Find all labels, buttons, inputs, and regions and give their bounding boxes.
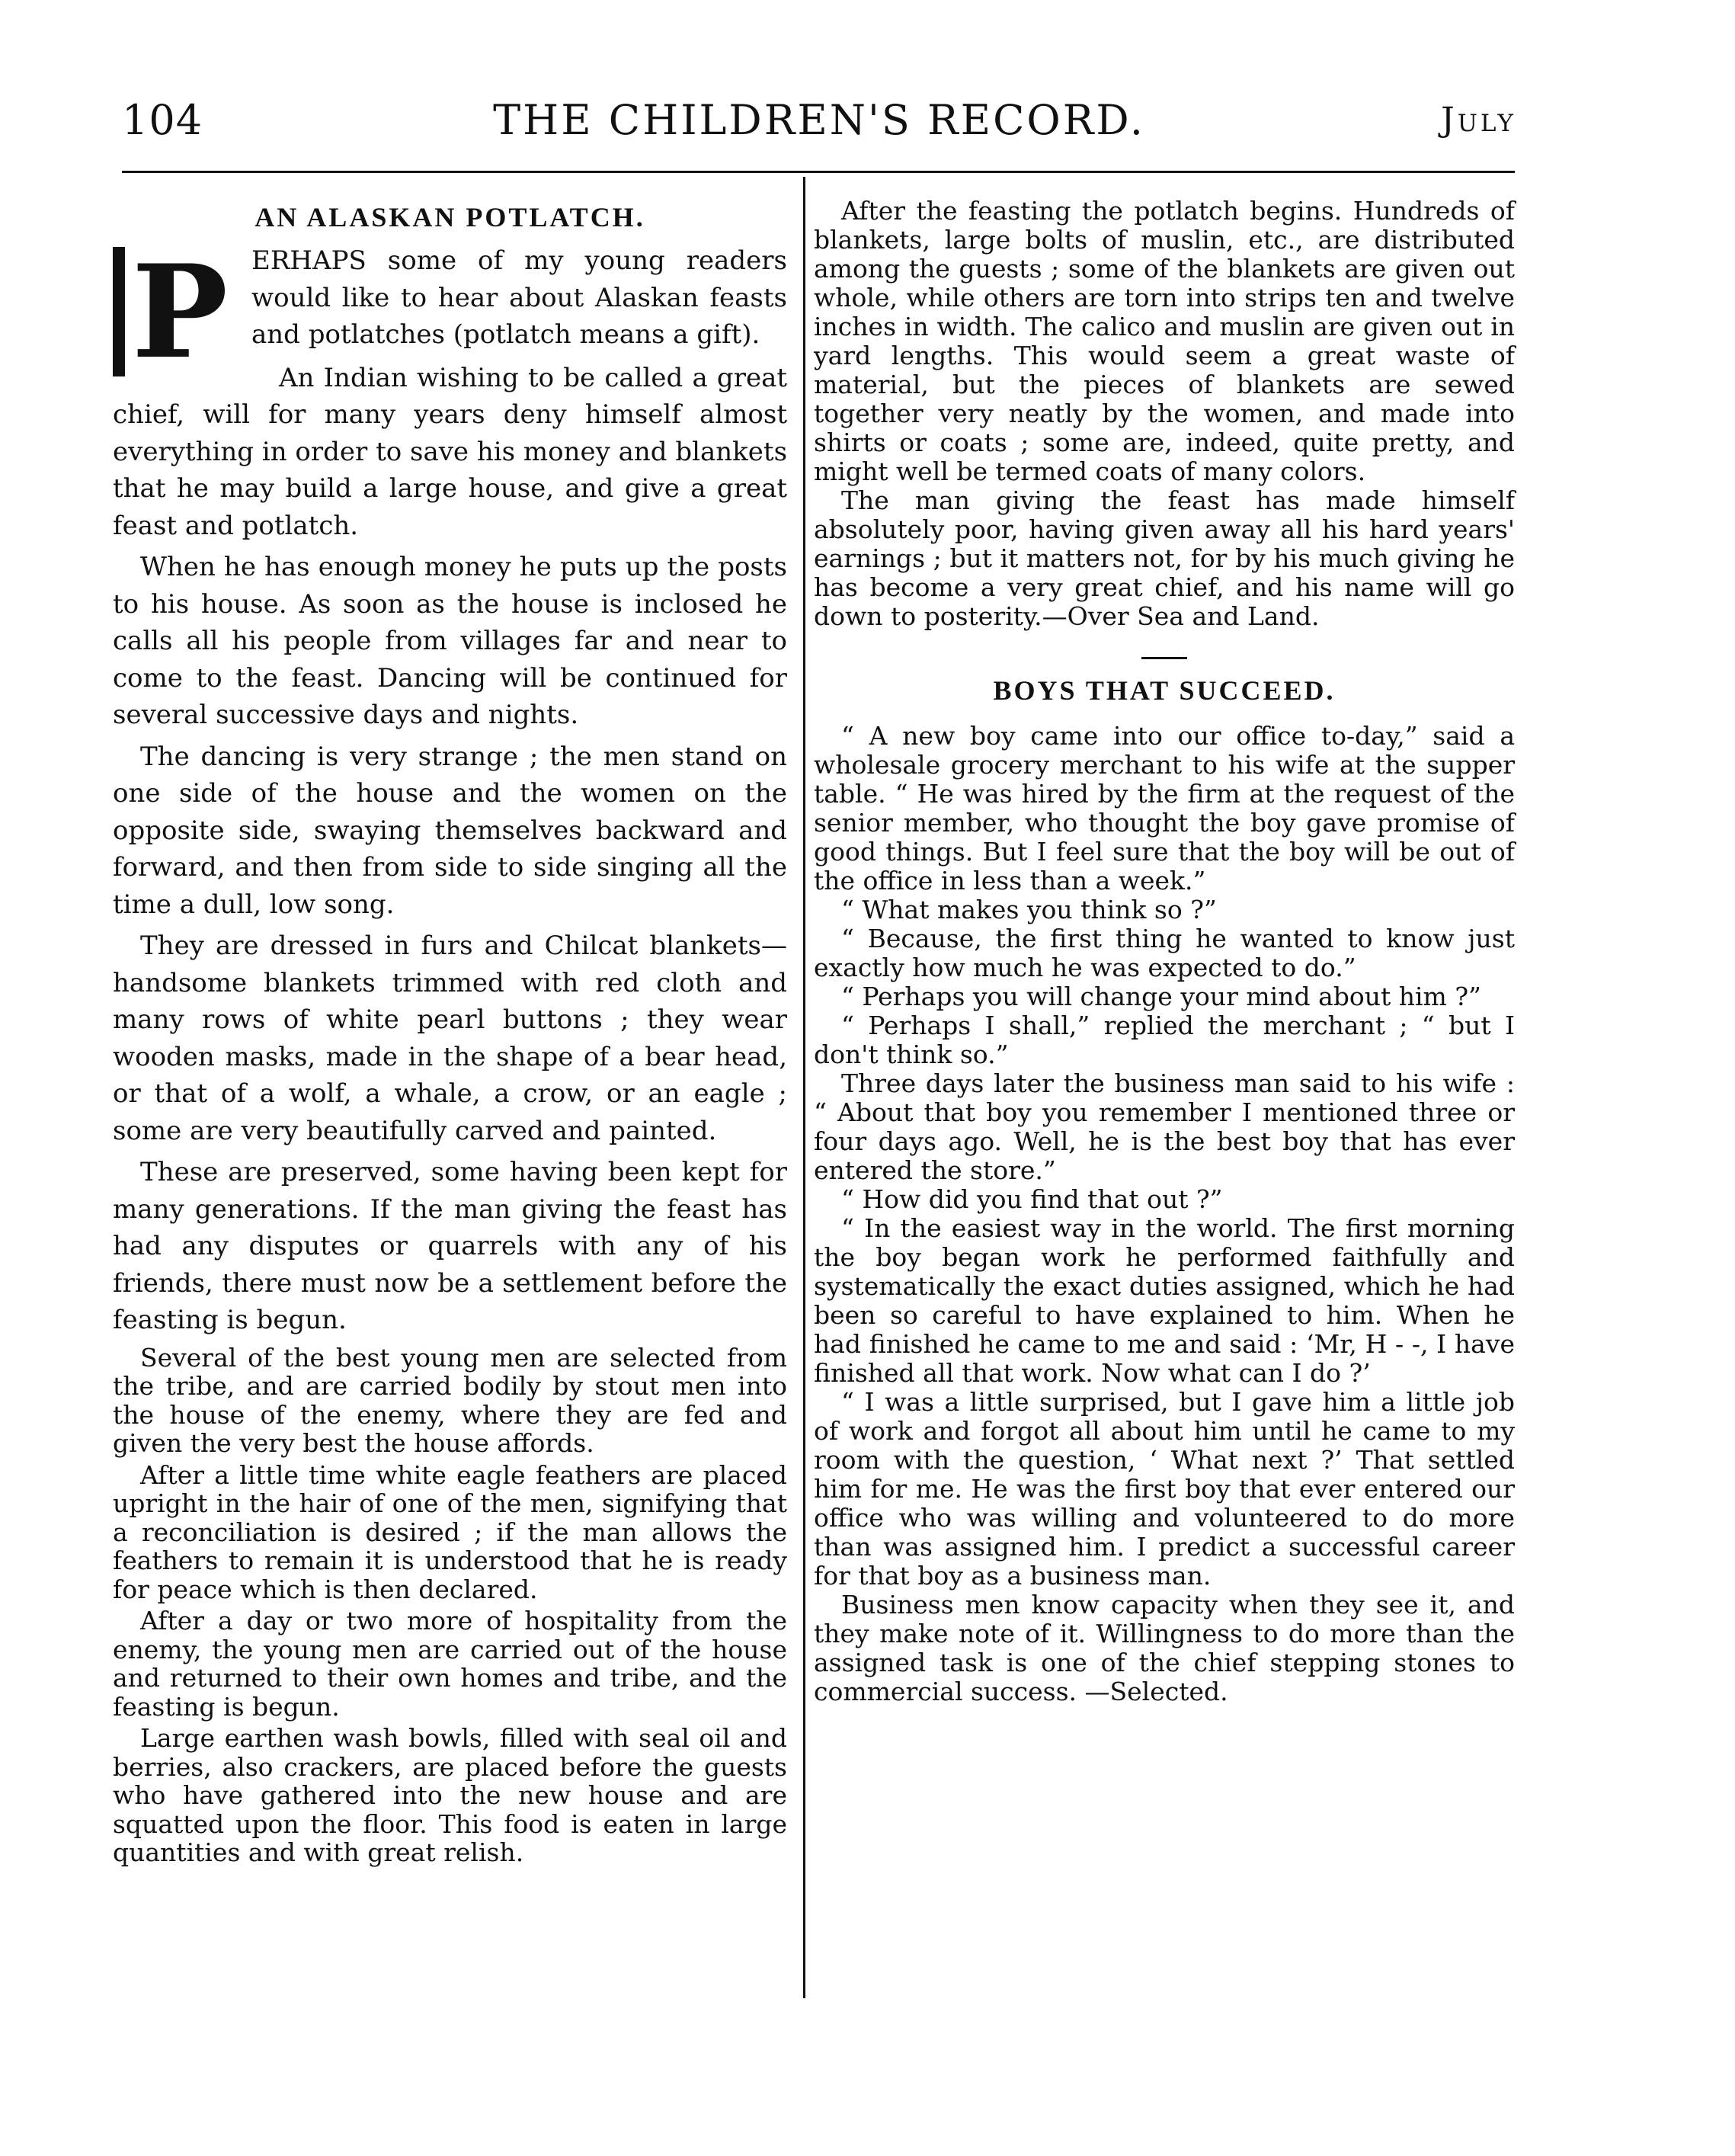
boys-paragraph: “ In the easiest way in the world. The first morning the boy began work he performed faithfully and systematically the exact duties assigned, which he had been so careful to have explained to him. When he had finished he came to me and said : ‘Mr, H - -, I have finished all that work. Now what can I do ?’ [814, 1213, 1515, 1388]
article-title-potlatch: AN ALASKAN POTLATCH. [254, 202, 645, 232]
potlatch-paragraph: After a little time white eagle feathers are placed upright in the hair of one of the men, signifying that a reconciliation is desired ; if the man allows the feathers to remain it is understood that he is ready for peace which is then declared. [113, 1459, 787, 1604]
right-column [814, 197, 1515, 1706]
issue-month: July [1441, 101, 1516, 139]
potlatch-paragraph: These are preserved, some having been kept for many generations. If the man giving the feast has had any disputes or quarrels with any of his friends, there must now be a settlement before the feasting is begun. [113, 1157, 787, 1335]
potlatch-paragraph: Several of the best young men are selected from the tribe, and are carried bodily by stout men into the house of the enemy, where they are fed and given the very best the house affords. [113, 1342, 787, 1458]
left-column [113, 197, 787, 1870]
boys-paragraph: “ A new boy came into our office to-day,” said a wholesale grocery merchant to his wife at the supper table. “ He was hired by the firm at the request of the senior member, who thought the boy gave promise of good things. But I feel sure that the boy will be out of the office in less than a week.” [814, 721, 1515, 895]
potlatch-paragraph: An Indian wishing to be called a great chief, will for many years deny himself almost everything in order to save his money and blankets that he may build a large house, and give a great feast and potlatch. [113, 362, 788, 541]
boys-paragraph: “ Perhaps I shall,” replied the merchant ; “ but I don't think so.” [814, 1011, 1515, 1069]
potlatch-paragraph: They are dressed in furs and Chilcat blankets—handsome blankets trimmed with red cloth and many rows of white pearl buttons ; they wear wooden masks, made in the shape of a bear head, or that of a wolf, a whale, a crow, or an eagle ; some are very beautifully carved and painted. [113, 931, 787, 1146]
header-rule [122, 171, 1515, 173]
potlatch-continued-paragraph: After the feasting the potlatch begins. Hundreds of blankets, large bolts of muslin, etc., are distributed among the guests ; some of the blankets are given out whole, while others are torn into strips ten and twelve inches in width. The calico and muslin are given out in yard lengths. This would seem a great waste of material, but the pieces of blankets are sewed together very neatly by the women, and made into shirts or coats ; some are, indeed, quite pretty, and might well be termed coats of many colors. [814, 196, 1515, 486]
potlatch-paragraph: After a day or two more of hospitality from the enemy, the young men are carried out of the house and returned to their own homes and tribe, and the feasting is begun. [113, 1606, 787, 1722]
page-number: 104 [122, 96, 203, 144]
running-header [122, 96, 1516, 157]
boys-paragraph: “ How did you find that out ?” [841, 1184, 1223, 1214]
boys-paragraph: “ Perhaps you will change your mind about him ?” [841, 982, 1481, 1011]
potlatch-continued-paragraph: The man giving the feast has made himself absolutely poor, having given away all his hard years' earnings ; but it matters not, for by his much giving he has become a very great chief, and his name will go down to posterity.—Over Sea and Land. [814, 485, 1515, 631]
boys-paragraph: Business men know capacity when they see it, and they make note of it. Willingness to do more than the assigned task is one of the chief stepping stones to commercial success. —Selected. [814, 1590, 1515, 1706]
potlatch-paragraph: ERHAPS some of my young readers would like to hear about Alaskan feasts and potlatches (potlatch means a gift). [251, 245, 787, 350]
boys-paragraph: “ Because, the first thing he wanted to know just exactly how much he was expected to do.” [814, 924, 1515, 982]
potlatch-paragraph: The dancing is very strange ; the men stand on one side of the house and the women on the opposite side, swaying themselves backward and forward, and then from side to side singing all the time a dull, low song. [113, 741, 787, 920]
section-separator [1141, 657, 1187, 659]
column-divider [803, 177, 805, 1998]
potlatch-paragraph: Large earthen wash bowls, filled with seal oil and berries, also crackers, are placed before the guests who have gathered into the new house and are squatted upon the floor. This food is eaten in large quantities and with great relish. [113, 1723, 787, 1867]
potlatch-paragraph: When he has enough money he puts up the posts to his house. As soon as the house is inclosed he calls all his people from villages far and near to come to the feast. Dancing will be continued for several successive days and nights. [113, 552, 787, 730]
boys-paragraph: “ I was a little surprised, but I gave him a little job of work and forgot all about him until he came to my room with the question, ‘ What next ?’ That settled him for me. He was the first boy that ever entered our office who was willing and volunteered to do more than was assigned him. I predict a successful career for that boy as a business man. [814, 1387, 1515, 1591]
boys-paragraph: “ What makes you think so ?” [841, 895, 1217, 924]
boys-paragraph: Three days later the business man said to his wife : “ About that boy you remember I mentioned three or four days ago. Well, he is the best boy that has ever entered the store.” [814, 1068, 1515, 1185]
drop-cap-letter: P [113, 247, 235, 376]
article-title-boys: BOYS THAT SUCCEED. [993, 675, 1336, 706]
publication-title: THE CHILDREN'S RECORD. [493, 96, 1145, 144]
